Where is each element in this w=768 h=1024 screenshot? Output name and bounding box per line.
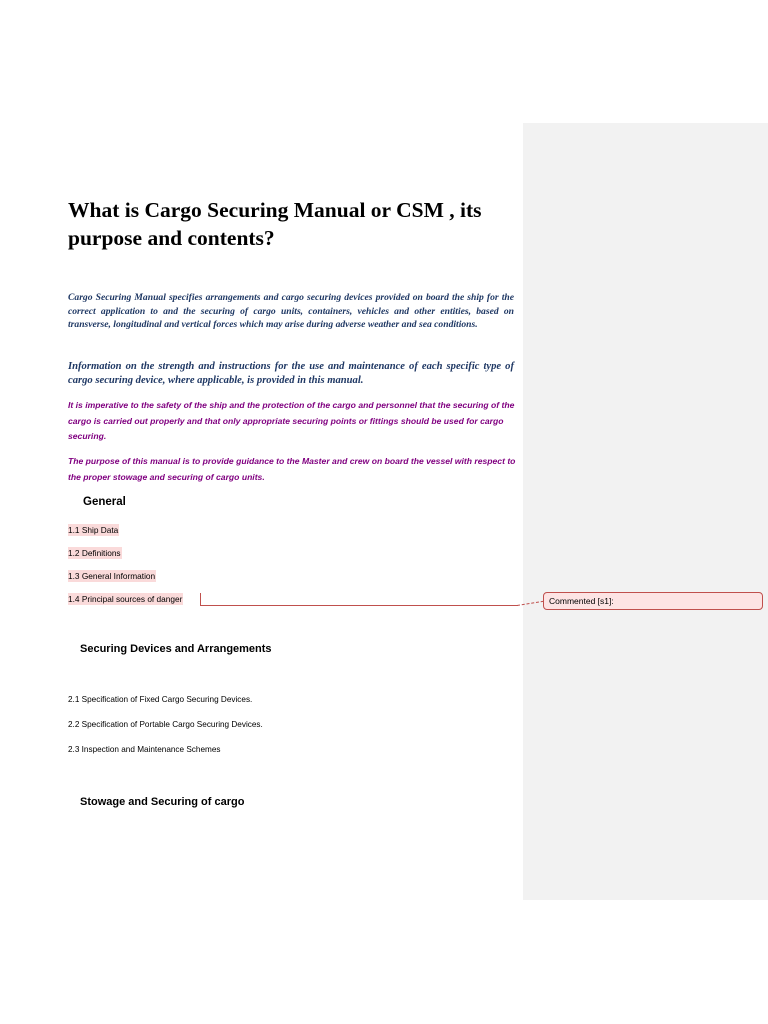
comment-anchor-marker (200, 593, 201, 605)
heading-stowage: Stowage and Securing of cargo (80, 796, 245, 808)
toc-item-general-information: 1.3 General Information (68, 571, 156, 581)
paragraph-purpose: The purpose of this manual is to provide guidance to the Master and crew on board the vessel with respect to the proper stowage and securing of cargo units. (68, 456, 516, 482)
toc-item-ship-data: 1.1 Ship Data (68, 525, 119, 535)
toc-item-portable-devices: 2.2 Specification of Portable Cargo Securing Devices. (68, 720, 263, 729)
comment-balloon[interactable]: Commented [s1]: (543, 592, 763, 610)
comment-pane (523, 123, 768, 900)
toc-item-principal-sources-of-danger[interactable]: 1.4 Principal sources of danger (68, 594, 183, 604)
paragraph-intro: Cargo Securing Manual specifies arrangements and cargo securing devices provided on board the ship for the correct application to and the securing of cargo units, containers, vehicles and other entities, based on transverse, longitudinal and vertical forces which may arise during adverse weather and sea conditions. (68, 292, 514, 331)
document-title: What is Cargo Securing Manual or CSM , its purpose and contents? (68, 198, 482, 250)
toc-item-inspection-schemes: 2.3 Inspection and Maintenance Schemes (68, 745, 221, 754)
paragraph-safety: It is imperative to the safety of the ship and the protection of the cargo and personnel that the securing of the cargo is carried out properly and that only appropriate securing points or fittings should be used for cargo securing. (68, 400, 515, 441)
toc-item-definitions: 1.2 Definitions (68, 548, 121, 558)
comment-anchor-line (200, 605, 518, 606)
toc-item-fixed-devices: 2.1 Specification of Fixed Cargo Securing Devices. (68, 695, 253, 704)
heading-securing-devices: Securing Devices and Arrangements (80, 643, 272, 655)
heading-general: General (83, 496, 126, 508)
paragraph-strength: Information on the strength and instructions for the use and maintenance of each specific type of cargo securing device, where applicable, is provided in this manual. (68, 361, 514, 386)
